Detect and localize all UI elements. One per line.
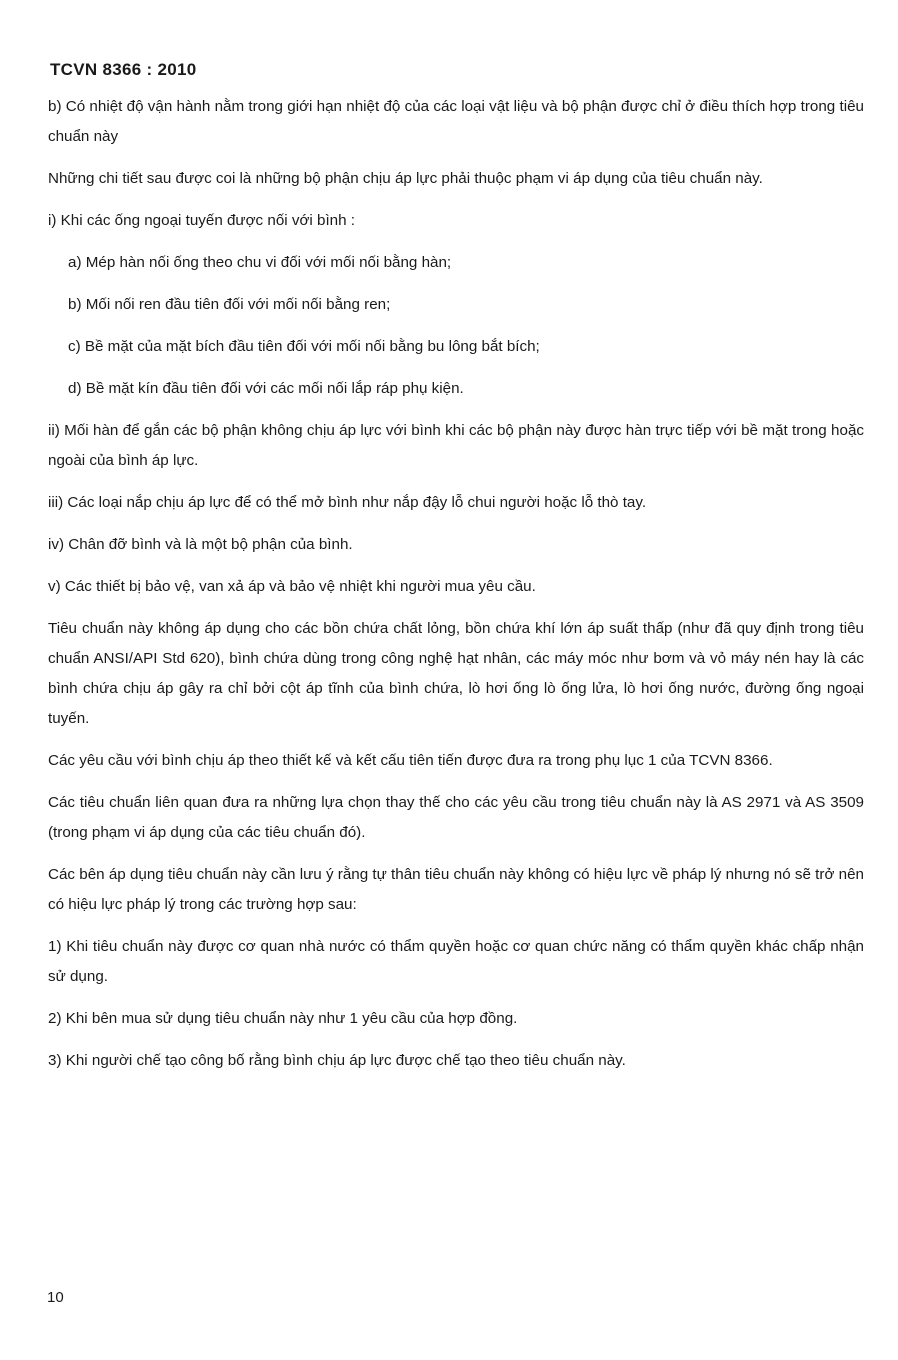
list-item-v: v) Các thiết bị bảo vệ, van xả áp và bảo vệ nhiệt khi người mua yêu cầu.: [48, 578, 536, 595]
list-item-i-b: b) Mối nối ren đầu tiên đối với mối nối bằng ren;: [68, 296, 391, 313]
legal-case-3: 3) Khi người chế tạo công bố rằng bình chịu áp lực được chế tạo theo tiêu chuẩn này.: [48, 1052, 626, 1069]
paragraph-appendix: Các yêu cầu với bình chịu áp theo thiết kế và kết cấu tiên tiến được đưa ra trong phụ lục 1 của TCVN 8366.: [48, 752, 773, 769]
list-item-iii: iii) Các loại nắp chịu áp lực để có thể mở bình như nắp đậy lỗ chui người hoặc lỗ thò tay.: [48, 494, 647, 511]
paragraph-parts-intro: Những chi tiết sau được coi là những bộ phận chịu áp lực phải thuộc phạm vi áp dụng của tiêu chuẩn này.: [48, 170, 763, 187]
list-item-iv: iv) Chân đỡ bình và là một bộ phận của bình.: [48, 536, 353, 553]
list-item-i-a: a) Mép hàn nối ống theo chu vi đối với mối nối bằng hàn;: [68, 254, 452, 271]
paragraph-related-standards: Các tiêu chuẩn liên quan đưa ra những lựa chọn thay thế cho các yêu cầu trong tiêu chuẩn này là AS 2971 và AS 3509 (trong phạm vi áp dụng của các tiêu chuẩn đó).: [48, 794, 864, 841]
paragraph-legal-effect: Các bên áp dụng tiêu chuẩn này cần lưu ý rằng tự thân tiêu chuẩn này không có hiệu lực về pháp lý nhưng nó sẽ trở nên có hiệu lực pháp lý trong các trường hợp sau:: [48, 866, 864, 913]
list-item-i: i) Khi các ống ngoại tuyến được nối với bình :: [48, 212, 356, 229]
legal-case-2: 2) Khi bên mua sử dụng tiêu chuẩn này như 1 yêu cầu của hợp đồng.: [48, 1010, 518, 1027]
standard-code-header: TCVN 8366 : 2010: [50, 60, 197, 79]
list-item-ii: ii) Mối hàn để gắn các bộ phận không chịu áp lực với bình khi các bộ phận này được hàn trực tiếp với bề mặt trong hoặc ngoài của bình áp lực.: [48, 422, 864, 469]
document-body: [48, 92, 864, 1088]
list-item-i-c: c) Bề mặt của mặt bích đầu tiên đối với mối nối bằng bu lông bắt bích;: [68, 338, 540, 355]
page-number: 10: [47, 1289, 64, 1306]
list-item-i-d: d) Bề mặt kín đầu tiên đối với các mối nối lắp ráp phụ kiện.: [68, 380, 464, 397]
legal-case-1: 1) Khi tiêu chuẩn này được cơ quan nhà nước có thẩm quyền hoặc cơ quan chức năng có thẩm quyền khác chấp nhận sử dụng.: [48, 938, 864, 985]
paragraph-b: b) Có nhiệt độ vận hành nằm trong giới hạn nhiệt độ của các loại vật liệu và bộ phận được chỉ ở điều thích hợp trong tiêu chuẩn này: [48, 98, 864, 145]
paragraph-not-apply: Tiêu chuẩn này không áp dụng cho các bồn chứa chất lỏng, bồn chứa khí lớn áp suất thấp (như đã quy định trong tiêu chuẩn ANSI/API Std 620), bình chứa dùng trong công nghệ hạt nhân, các máy móc như bơm và vỏ máy nén hay là các bình chứa chịu áp gây ra chỉ bởi cột áp tĩnh của bình chứa, lò hơi ống lò ống lửa, lò hơi ống nước, đường ống ngoại tuyến.: [48, 620, 864, 727]
